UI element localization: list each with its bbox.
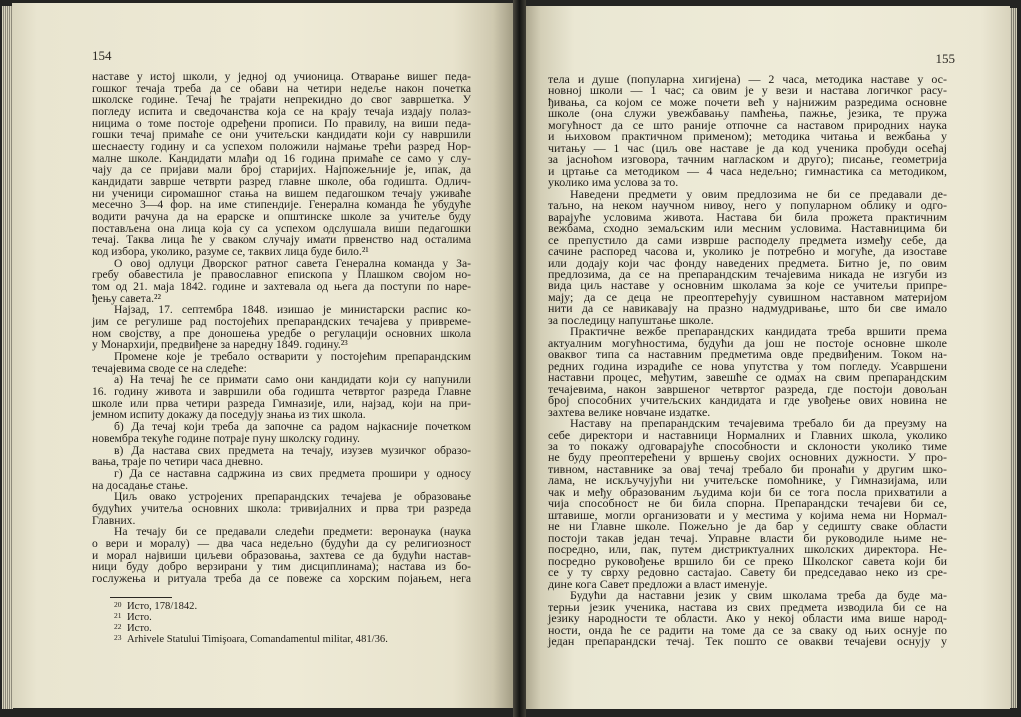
text-line: оваквог типа са наставним предметима овде предвиђеним. Током на- [548,347,947,362]
text-line: Најзад, 17. септембра 1848. изишао је министарски распис ко- [114,303,471,317]
text-line: ном својству, а пре доношења уредбе о регулацији основних школа [92,326,471,340]
text-line: гошког течаја треба да се обави на четири недеље након почетка [92,81,471,95]
text-line: актуалним могућностима, будући да још не постоје основне школе [548,335,947,350]
text-line: и њиховом практичном применом); методика читања и вежбања у [548,129,947,144]
paragraph [548,418,947,590]
text-line: читању — 1 час (циљ ове наставе је да код ученика пробуди осећај [548,140,947,155]
paragraph [92,351,471,374]
text-line: мају; да се деца не преоптерећују сувишном наставном материјом [548,289,947,304]
text-line: и цртање са методиком — 4 часа недељно; гимнастика са методиком, [548,163,947,178]
text-line: шеснаесту годину и са успехом положили најмање трећи разред Нор- [92,140,471,154]
text-line: ности, онда ће се радити на томе да се за сваку од њих оснује по [548,622,947,637]
text-line: постоји такав један течај. Управне власти би руководиле њиме не- [548,530,947,545]
text-line: себе директори и наставници Нормалних и Главних школа, уколико [548,427,947,442]
footnote-marker: 20 [114,600,122,609]
text-line: кандидати заврше четврти разред главне школе, оба годишта. Одлич- [92,175,471,189]
footnote [114,634,494,645]
text-line: На течају би се предавали следећи предмети: веронаука (наука [114,525,471,539]
text-line: школске године. Течај ће трајати непрекидно до свог завршетка. У [92,93,471,107]
paragraph [92,374,471,421]
left-page [12,3,513,708]
page-number: 154 [92,48,112,63]
footnote [114,623,494,634]
text-line: за то покажу одговарајуће способности и склоности уколико тиме [548,439,947,453]
text-line: чак и међу образованим људима који би се тога посла прихватили а [548,484,947,499]
text-line: Наставу на препарандским течајевима требало би да преузму на [570,416,947,431]
footnote-rule [110,597,172,598]
paragraph [92,71,471,258]
text-line: вежбама, сходно земаљским или месним условима. Наставницима би [548,221,947,236]
text-line: лама, не искључујући ни учитељске помоћнике, у Гимназијама, или [548,473,947,488]
text-line: Промене које је требало остварити у постојећим препарандским [114,350,471,364]
page-text [92,71,471,585]
text-line: један препарандски течај. Тек пошто се овакви течајеви оснују у [548,633,947,648]
text-line: б) Да течај који треба да започне са радом најкасније почетком [114,420,471,434]
text-line: дине кога Савет предложи а власт именује. [548,576,768,591]
text-line: погледу испита и сведочанства која се на крају течаја издају полаз- [92,105,471,119]
text-line: могућност да се што раније отпочне са наставом природних наука [548,117,947,132]
paragraph [92,445,471,468]
footnote [114,601,494,612]
text-line: не буду преоптерећени у вршењу својих основних дужности. У про- [548,450,947,465]
text-line: ницима о томе постоје одређени прописи. По правилу, на виши педа- [92,116,471,130]
text-line: том од 21. маја 1842. године и захтевала од њега да поступи по наре- [92,280,471,294]
text-line: школе (она служи увежбавању памћења, пажње, језика, те пружа [548,106,947,121]
text-line: в) Да настава свих предмета на течају, изузев музичког образо- [114,443,471,457]
text-line: таљно, на неком научном нивоу, него у популарном облику и одго- [548,198,947,213]
text-line: за последицу напуштање школе. [548,312,714,327]
text-line: ђивања, са којом се може почети већ у најнижим разредима основне [548,94,947,109]
page-number: 155 [935,51,955,66]
footnote-marker: 22 [114,622,122,631]
text-line: број способних учитељских кандидата и где увођење ових новина не [548,393,947,408]
paragraph [92,421,471,444]
footnote-marker: 23 [114,633,122,642]
paragraph [548,326,947,418]
text-line: чају да се пријави мали број старијих. Најпожељније је, ипак, да [92,163,471,177]
paragraph [92,526,471,584]
text-line: вања, траје по четири часа дневно. [92,455,264,469]
text-line: новној школи — 1 час; са овим је у вези и настава логичког расу- [548,83,947,98]
footnote-text: Arhivele Statului Timişoara, Comandamentul militar, 481/36. [127,634,388,645]
text-line: малне школе. Кандидати млађи од 16 година примаће се само у слу- [92,151,471,165]
text-line: г) Да се наставна садржина из свих предмета прошири у односу [114,466,471,480]
paragraph [92,258,471,305]
text-line: гребу обавестила је православног епископа у Плашком својом но- [92,268,471,282]
footnote [114,612,494,623]
text-line: Практичне вежбе препарандских кандидата треба вршити према [570,324,947,339]
text-line: гошки течај примаће се они учитељски кандидати који су навршили [92,128,471,142]
text-line: о вери и моралу) — два часа недељно (будући да су религиозност [92,536,471,550]
footnote-text: Исто, 178/1842. [127,601,198,612]
text-line: језику народности те области. Ако у некој области има више народ- [548,611,947,626]
text-line: О овој одлуци Дворског ратног савета Генерална команда у За- [114,256,471,270]
page-text [548,74,947,647]
text-line: варајуће условима живота. Настава би била прожета практичним [548,209,947,224]
text-line: сачине распоред часова и, уколико је потребно и могуће, да изоставе [548,244,947,259]
text-line: течајевима, након завршеног четвртог разреда, где постоји довољан [548,381,947,396]
text-line: јемном испиту докажу да поседују знања из тих школа. [92,408,366,422]
text-line: посредно, или, пак, путем дистриктуалних школских директора. Не- [548,542,947,557]
text-line: у Монархији, предвиђене за наредну 1849. годину.²³ [92,338,348,352]
text-line: Наведени предмети у овим предлозима не би се предавали де- [570,186,947,201]
text-line: Главних. [92,513,136,527]
paragraph [92,468,471,491]
text-line: захтева велике новчане издатке. [548,404,711,419]
text-line: јим се регулише рад постојећих препарандских течајева у привреме- [92,315,471,329]
text-line: наставе у истој школи, у једној од учионица. Отварање вишег педа- [92,70,471,83]
text-line: новембра текуће године потраје пуну школску годину. [92,431,360,445]
text-line: будућих учитеља основних школа: тривијалних и прва три разреда [92,501,471,515]
text-line: посредно руковођење вршило би се преко Школског савета који би [548,553,947,568]
text-line: школе или прва четири разреда Гимназије, или, најзад, који на при- [92,396,471,410]
text-line: штавише, могли организовати и у местима у којима нема ни Нормал- [548,507,947,522]
text-line: или додају који час фонду наведених предмета. Битно је, по овим [548,255,947,270]
text-line: код избора, уколико, разуме се, таквих лица буде било.²¹ [92,245,369,259]
book-gutter [513,0,526,717]
text-line: течајевима своде се на следеће: [92,361,247,375]
text-line: се препустило да сами изврше расподелу предмета између себе, да [548,232,947,247]
text-line: уколико има услова за то. [548,175,679,190]
text-line: предлозима, да се на препарандским течајевима никада не изгуби из [548,266,947,281]
text-line: течај. Таква лица ће у сваком случају имати првенство над осталима [92,233,471,247]
footnote-text: Исто. [127,623,152,634]
paragraph [548,74,947,189]
paragraph [548,186,947,327]
text-line: Будући да наставни језик у свим школама треба да буде ма- [570,588,947,603]
text-line: не ни Главне школе. Пожељно је да бар у седишту сваке области [548,519,947,534]
footnotes [114,601,494,645]
text-line: терњи језик ученика, настава из свих предмета изводила би се на [548,599,947,614]
paragraph [92,304,471,351]
text-line: ни ученици сиромашног стања на вишем педагошком течају уживаће [92,186,471,200]
text-line: на досадање стање. [92,478,189,492]
text-line: а) На течај ће се примати само они кандидати који су напунили [114,373,471,387]
text-line: ници буду добро верзирани у тим дисциплинама); настава из бо- [92,560,471,574]
text-line: водити рачуна да на ерарске и општинске школе за учитеље буду [92,210,471,224]
footnote-text: Исто. [127,612,152,623]
text-line: се у ту сврху редовно састајао. Савету би председавао неко из сре- [548,565,947,580]
text-line: месечно 3—4 фор. на име стипендије. Генерална команда ће убудуће [92,198,471,212]
text-line: тела и душе (популарна хигијена) — 2 часа, методика наставе у ос- [548,72,947,86]
paragraph [548,590,947,647]
text-line: редних година израдиће се нова упутства у том погледу. Усавршени [548,358,947,373]
text-line: гослужења и ритуала треба да се повеже са хорским појањем, нега [92,571,471,585]
text-line: постављена она лица која су са успехом одслушала виши педагошки [92,221,471,235]
text-line: чија способност не би била спорна. Препарандски течајеви би се, [548,496,947,511]
paragraph [92,491,471,526]
footnote-marker: 21 [114,611,122,620]
text-line: и морал највиши циљеви образовања, захтева се да будући настав- [92,548,471,562]
text-line: 16. годину живота и завршили оба годишта четвртог разреда Главне [92,385,471,399]
right-page [526,6,1010,709]
text-line: нити да се навикавају на празно надмудривање, што би све имало [548,301,947,316]
text-line: Циљ овако устројених препарандских течајева је образовање [114,490,471,504]
page-edge-stack [1010,8,1017,708]
text-line: тивном, наставнике за овај течај требало би пронаћи у другим шко- [548,461,947,476]
text-line: ђењу савета.²² [92,291,162,305]
text-line: за јасноћом изговора, тачним нагласком и друго); писање, геометрија [548,152,947,167]
text-line: вида циљ наставе у основним школама за које се учитељи припре- [548,278,947,293]
text-line: наставни процес, међутим, завешће се одмах на свим препарандским [548,370,947,385]
